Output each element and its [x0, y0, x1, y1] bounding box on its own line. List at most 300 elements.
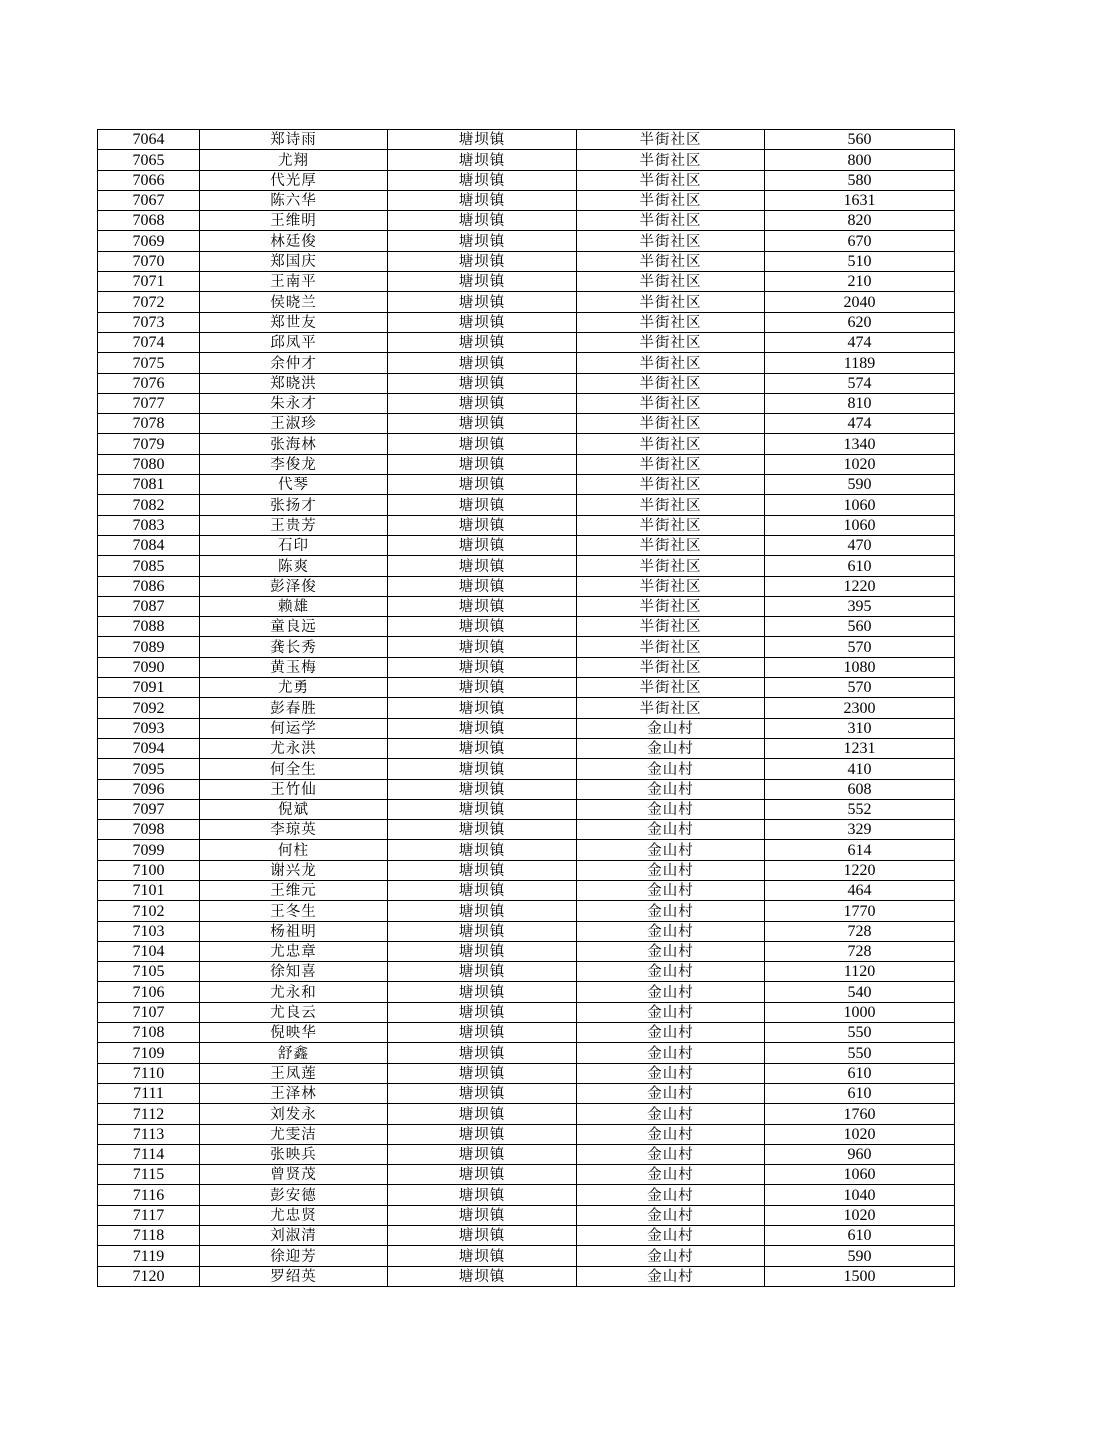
village-cell: 金山村 — [577, 1023, 765, 1043]
amount-cell: 550 — [765, 1043, 955, 1063]
village-cell: 金山村 — [577, 1144, 765, 1164]
town-cell: 塘坝镇 — [388, 1226, 577, 1246]
row-number-cell: 7101 — [98, 880, 200, 900]
village-cell: 金山村 — [577, 941, 765, 961]
village-cell: 金山村 — [577, 840, 765, 860]
village-cell: 金山村 — [577, 1104, 765, 1124]
row-number-cell: 7103 — [98, 921, 200, 941]
table-row — [98, 414, 955, 434]
row-number-cell: 7064 — [98, 130, 200, 150]
town-cell: 塘坝镇 — [388, 454, 577, 474]
village-cell: 半街社区 — [577, 150, 765, 170]
village-cell: 金山村 — [577, 1226, 765, 1246]
village-cell: 半街社区 — [577, 576, 765, 596]
table-row — [98, 535, 955, 555]
name-cell: 王泽林 — [200, 1083, 388, 1103]
amount-cell: 608 — [765, 779, 955, 799]
town-cell: 塘坝镇 — [388, 292, 577, 312]
row-number-cell: 7110 — [98, 1063, 200, 1083]
village-cell: 半街社区 — [577, 231, 765, 251]
row-number-cell: 7094 — [98, 738, 200, 758]
town-cell: 塘坝镇 — [388, 515, 577, 535]
amount-cell: 1120 — [765, 962, 955, 982]
name-cell: 王冬生 — [200, 901, 388, 921]
town-cell: 塘坝镇 — [388, 475, 577, 495]
table-row — [98, 820, 955, 840]
town-cell: 塘坝镇 — [388, 393, 577, 413]
row-number-cell: 7086 — [98, 576, 200, 596]
village-cell: 半街社区 — [577, 292, 765, 312]
village-cell: 金山村 — [577, 1124, 765, 1144]
name-cell: 代琴 — [200, 475, 388, 495]
town-cell: 塘坝镇 — [388, 941, 577, 961]
table-row — [98, 657, 955, 677]
table-row — [98, 698, 955, 718]
amount-cell: 464 — [765, 880, 955, 900]
name-cell: 黄玉梅 — [200, 657, 388, 677]
amount-cell: 1770 — [765, 901, 955, 921]
amount-cell: 510 — [765, 251, 955, 271]
village-cell: 半街社区 — [577, 393, 765, 413]
name-cell: 王贵芳 — [200, 515, 388, 535]
table-row — [98, 170, 955, 190]
village-cell: 半街社区 — [577, 170, 765, 190]
row-number-cell: 7098 — [98, 820, 200, 840]
town-cell: 塘坝镇 — [388, 982, 577, 1002]
amount-cell: 1340 — [765, 434, 955, 454]
table-row — [98, 576, 955, 596]
table-row — [98, 454, 955, 474]
table-row — [98, 1185, 955, 1205]
town-cell: 塘坝镇 — [388, 1104, 577, 1124]
village-cell: 金山村 — [577, 1165, 765, 1185]
name-cell: 彭泽俊 — [200, 576, 388, 596]
name-cell: 郑诗雨 — [200, 130, 388, 150]
row-number-cell: 7102 — [98, 901, 200, 921]
row-number-cell: 7085 — [98, 556, 200, 576]
town-cell: 塘坝镇 — [388, 962, 577, 982]
amount-cell: 1000 — [765, 1002, 955, 1022]
name-cell: 侯晓兰 — [200, 292, 388, 312]
village-cell: 金山村 — [577, 1043, 765, 1063]
village-cell: 金山村 — [577, 982, 765, 1002]
row-number-cell: 7066 — [98, 170, 200, 190]
table-row — [98, 1002, 955, 1022]
town-cell: 塘坝镇 — [388, 130, 577, 150]
village-cell: 半街社区 — [577, 353, 765, 373]
village-cell: 金山村 — [577, 880, 765, 900]
row-number-cell: 7106 — [98, 982, 200, 1002]
row-number-cell: 7067 — [98, 190, 200, 210]
row-number-cell: 7082 — [98, 495, 200, 515]
row-number-cell: 7069 — [98, 231, 200, 251]
table-row — [98, 1104, 955, 1124]
row-number-cell: 7111 — [98, 1083, 200, 1103]
row-number-cell: 7077 — [98, 393, 200, 413]
row-number-cell: 7112 — [98, 1104, 200, 1124]
row-number-cell: 7080 — [98, 454, 200, 474]
name-cell: 彭安德 — [200, 1185, 388, 1205]
row-number-cell: 7096 — [98, 779, 200, 799]
row-number-cell: 7099 — [98, 840, 200, 860]
amount-cell: 728 — [765, 921, 955, 941]
town-cell: 塘坝镇 — [388, 921, 577, 941]
name-cell: 倪映华 — [200, 1023, 388, 1043]
table-row — [98, 1063, 955, 1083]
village-cell: 半街社区 — [577, 475, 765, 495]
table-row — [98, 312, 955, 332]
amount-cell: 1189 — [765, 353, 955, 373]
table-row — [98, 393, 955, 413]
village-cell: 半街社区 — [577, 272, 765, 292]
name-cell: 余仲才 — [200, 353, 388, 373]
name-cell: 石印 — [200, 535, 388, 555]
row-number-cell: 7108 — [98, 1023, 200, 1043]
village-cell: 金山村 — [577, 738, 765, 758]
name-cell: 朱永才 — [200, 393, 388, 413]
amount-cell: 550 — [765, 1023, 955, 1043]
row-number-cell: 7109 — [98, 1043, 200, 1063]
village-cell: 半街社区 — [577, 495, 765, 515]
amount-cell: 810 — [765, 393, 955, 413]
name-cell: 赖雄 — [200, 596, 388, 616]
row-number-cell: 7071 — [98, 272, 200, 292]
village-cell: 半街社区 — [577, 657, 765, 677]
name-cell: 杨祖明 — [200, 921, 388, 941]
table-row — [98, 292, 955, 312]
name-cell: 罗绍英 — [200, 1266, 388, 1286]
town-cell: 塘坝镇 — [388, 738, 577, 758]
town-cell: 塘坝镇 — [388, 840, 577, 860]
amount-cell: 1060 — [765, 515, 955, 535]
amount-cell: 1020 — [765, 454, 955, 474]
row-number-cell: 7078 — [98, 414, 200, 434]
town-cell: 塘坝镇 — [388, 251, 577, 271]
name-cell: 陈六华 — [200, 190, 388, 210]
amount-cell: 410 — [765, 759, 955, 779]
amount-cell: 1220 — [765, 576, 955, 596]
village-cell: 半街社区 — [577, 332, 765, 352]
table-row — [98, 332, 955, 352]
table-row — [98, 921, 955, 941]
name-cell: 尤永洪 — [200, 738, 388, 758]
amount-cell: 2040 — [765, 292, 955, 312]
table-row — [98, 759, 955, 779]
name-cell: 曾贤茂 — [200, 1165, 388, 1185]
amount-cell: 610 — [765, 556, 955, 576]
name-cell: 李琼英 — [200, 820, 388, 840]
town-cell: 塘坝镇 — [388, 698, 577, 718]
table-row — [98, 353, 955, 373]
village-cell: 半街社区 — [577, 698, 765, 718]
town-cell: 塘坝镇 — [388, 272, 577, 292]
town-cell: 塘坝镇 — [388, 759, 577, 779]
amount-cell: 614 — [765, 840, 955, 860]
town-cell: 塘坝镇 — [388, 373, 577, 393]
amount-cell: 820 — [765, 211, 955, 231]
table-row — [98, 941, 955, 961]
amount-cell: 1020 — [765, 1205, 955, 1225]
row-number-cell: 7065 — [98, 150, 200, 170]
amount-cell: 1760 — [765, 1104, 955, 1124]
row-number-cell: 7091 — [98, 678, 200, 698]
row-number-cell: 7090 — [98, 657, 200, 677]
table-row — [98, 475, 955, 495]
row-number-cell: 7118 — [98, 1226, 200, 1246]
village-cell: 半街社区 — [577, 637, 765, 657]
name-cell: 王淑珍 — [200, 414, 388, 434]
row-number-cell: 7074 — [98, 332, 200, 352]
name-cell: 彭春胜 — [200, 698, 388, 718]
table-row — [98, 860, 955, 880]
village-cell: 金山村 — [577, 860, 765, 880]
village-cell: 金山村 — [577, 1185, 765, 1205]
table-row — [98, 617, 955, 637]
town-cell: 塘坝镇 — [388, 617, 577, 637]
town-cell: 塘坝镇 — [388, 535, 577, 555]
village-cell: 半街社区 — [577, 414, 765, 434]
town-cell: 塘坝镇 — [388, 1165, 577, 1185]
name-cell: 王维明 — [200, 211, 388, 231]
table-row — [98, 596, 955, 616]
name-cell: 张映兵 — [200, 1144, 388, 1164]
name-cell: 尤勇 — [200, 678, 388, 698]
village-cell: 半街社区 — [577, 312, 765, 332]
table-row — [98, 434, 955, 454]
table-row — [98, 901, 955, 921]
village-cell: 金山村 — [577, 962, 765, 982]
amount-cell: 1080 — [765, 657, 955, 677]
table-row — [98, 231, 955, 251]
row-number-cell: 7115 — [98, 1165, 200, 1185]
town-cell: 塘坝镇 — [388, 596, 577, 616]
town-cell: 塘坝镇 — [388, 495, 577, 515]
row-number-cell: 7107 — [98, 1002, 200, 1022]
amount-cell: 960 — [765, 1144, 955, 1164]
town-cell: 塘坝镇 — [388, 312, 577, 332]
table-row — [98, 718, 955, 738]
row-number-cell: 7075 — [98, 353, 200, 373]
name-cell: 尤翔 — [200, 150, 388, 170]
row-number-cell: 7083 — [98, 515, 200, 535]
amount-cell: 1060 — [765, 495, 955, 515]
table-row — [98, 840, 955, 860]
name-cell: 张海林 — [200, 434, 388, 454]
amount-cell: 590 — [765, 1246, 955, 1266]
village-cell: 金山村 — [577, 820, 765, 840]
village-cell: 金山村 — [577, 921, 765, 941]
village-cell: 半街社区 — [577, 130, 765, 150]
amount-cell: 540 — [765, 982, 955, 1002]
town-cell: 塘坝镇 — [388, 150, 577, 170]
table-row — [98, 637, 955, 657]
table-row — [98, 150, 955, 170]
name-cell: 尤永和 — [200, 982, 388, 1002]
table-row — [98, 1144, 955, 1164]
table-row — [98, 373, 955, 393]
row-number-cell: 7117 — [98, 1205, 200, 1225]
amount-cell: 574 — [765, 373, 955, 393]
name-cell: 何运学 — [200, 718, 388, 738]
row-number-cell: 7084 — [98, 535, 200, 555]
amount-cell: 2300 — [765, 698, 955, 718]
town-cell: 塘坝镇 — [388, 657, 577, 677]
table-row — [98, 1124, 955, 1144]
row-number-cell: 7073 — [98, 312, 200, 332]
name-cell: 林廷俊 — [200, 231, 388, 251]
town-cell: 塘坝镇 — [388, 556, 577, 576]
row-number-cell: 7104 — [98, 941, 200, 961]
table-row — [98, 982, 955, 1002]
table-row — [98, 251, 955, 271]
village-cell: 半街社区 — [577, 556, 765, 576]
amount-cell: 620 — [765, 312, 955, 332]
town-cell: 塘坝镇 — [388, 1023, 577, 1043]
town-cell: 塘坝镇 — [388, 1043, 577, 1063]
village-cell: 金山村 — [577, 718, 765, 738]
amount-cell: 670 — [765, 231, 955, 251]
name-cell: 尤忠贤 — [200, 1205, 388, 1225]
table-row — [98, 515, 955, 535]
village-cell: 金山村 — [577, 1266, 765, 1286]
amount-cell: 570 — [765, 637, 955, 657]
amount-cell: 474 — [765, 414, 955, 434]
town-cell: 塘坝镇 — [388, 434, 577, 454]
village-cell: 金山村 — [577, 1246, 765, 1266]
name-cell: 王凤莲 — [200, 1063, 388, 1083]
name-cell: 何柱 — [200, 840, 388, 860]
village-cell: 金山村 — [577, 779, 765, 799]
name-cell: 徐知喜 — [200, 962, 388, 982]
row-number-cell: 7081 — [98, 475, 200, 495]
village-cell: 半街社区 — [577, 617, 765, 637]
table-row — [98, 1246, 955, 1266]
village-cell: 半街社区 — [577, 515, 765, 535]
row-number-cell: 7105 — [98, 962, 200, 982]
town-cell: 塘坝镇 — [388, 332, 577, 352]
name-cell: 尤雯洁 — [200, 1124, 388, 1144]
table-row — [98, 738, 955, 758]
table-row — [98, 1266, 955, 1286]
table-row — [98, 495, 955, 515]
amount-cell: 474 — [765, 332, 955, 352]
town-cell: 塘坝镇 — [388, 170, 577, 190]
town-cell: 塘坝镇 — [388, 799, 577, 819]
name-cell: 王竹仙 — [200, 779, 388, 799]
table-body — [98, 130, 955, 1287]
table-row — [98, 962, 955, 982]
name-cell: 尤良云 — [200, 1002, 388, 1022]
row-number-cell: 7114 — [98, 1144, 200, 1164]
row-number-cell: 7097 — [98, 799, 200, 819]
row-number-cell: 7093 — [98, 718, 200, 738]
table-row — [98, 1205, 955, 1225]
town-cell: 塘坝镇 — [388, 718, 577, 738]
amount-cell: 610 — [765, 1226, 955, 1246]
amount-cell: 560 — [765, 130, 955, 150]
name-cell: 徐迎芳 — [200, 1246, 388, 1266]
name-cell: 龚长秀 — [200, 637, 388, 657]
data-table — [97, 129, 955, 1287]
table-row — [98, 1165, 955, 1185]
village-cell: 半街社区 — [577, 454, 765, 474]
amount-cell: 800 — [765, 150, 955, 170]
name-cell: 舒鑫 — [200, 1043, 388, 1063]
amount-cell: 310 — [765, 718, 955, 738]
amount-cell: 470 — [765, 535, 955, 555]
town-cell: 塘坝镇 — [388, 231, 577, 251]
amount-cell: 552 — [765, 799, 955, 819]
row-number-cell: 7116 — [98, 1185, 200, 1205]
town-cell: 塘坝镇 — [388, 860, 577, 880]
name-cell: 陈爽 — [200, 556, 388, 576]
name-cell: 邱凤平 — [200, 332, 388, 352]
name-cell: 郑晓洪 — [200, 373, 388, 393]
table-row — [98, 272, 955, 292]
name-cell: 倪斌 — [200, 799, 388, 819]
name-cell: 尤忠章 — [200, 941, 388, 961]
town-cell: 塘坝镇 — [388, 1246, 577, 1266]
town-cell: 塘坝镇 — [388, 576, 577, 596]
name-cell: 郑国庆 — [200, 251, 388, 271]
amount-cell: 210 — [765, 272, 955, 292]
amount-cell: 1500 — [765, 1266, 955, 1286]
town-cell: 塘坝镇 — [388, 880, 577, 900]
name-cell: 谢兴龙 — [200, 860, 388, 880]
village-cell: 金山村 — [577, 799, 765, 819]
village-cell: 金山村 — [577, 1002, 765, 1022]
table-row — [98, 678, 955, 698]
name-cell: 代光厚 — [200, 170, 388, 190]
town-cell: 塘坝镇 — [388, 637, 577, 657]
row-number-cell: 7076 — [98, 373, 200, 393]
village-cell: 金山村 — [577, 901, 765, 921]
town-cell: 塘坝镇 — [388, 1205, 577, 1225]
amount-cell: 728 — [765, 941, 955, 961]
amount-cell: 395 — [765, 596, 955, 616]
village-cell: 半街社区 — [577, 596, 765, 616]
name-cell: 童良远 — [200, 617, 388, 637]
row-number-cell: 7113 — [98, 1124, 200, 1144]
amount-cell: 580 — [765, 170, 955, 190]
town-cell: 塘坝镇 — [388, 211, 577, 231]
town-cell: 塘坝镇 — [388, 678, 577, 698]
village-cell: 金山村 — [577, 1063, 765, 1083]
row-number-cell: 7095 — [98, 759, 200, 779]
amount-cell: 1631 — [765, 190, 955, 210]
town-cell: 塘坝镇 — [388, 1063, 577, 1083]
amount-cell: 1040 — [765, 1185, 955, 1205]
amount-cell: 1231 — [765, 738, 955, 758]
amount-cell: 329 — [765, 820, 955, 840]
village-cell: 半街社区 — [577, 434, 765, 454]
name-cell: 郑世友 — [200, 312, 388, 332]
amount-cell: 1060 — [765, 1165, 955, 1185]
row-number-cell: 7088 — [98, 617, 200, 637]
table-row — [98, 130, 955, 150]
amount-cell: 560 — [765, 617, 955, 637]
name-cell: 李俊龙 — [200, 454, 388, 474]
town-cell: 塘坝镇 — [388, 1266, 577, 1286]
town-cell: 塘坝镇 — [388, 901, 577, 921]
amount-cell: 610 — [765, 1083, 955, 1103]
name-cell: 张扬才 — [200, 495, 388, 515]
row-number-cell: 7089 — [98, 637, 200, 657]
village-cell: 金山村 — [577, 759, 765, 779]
town-cell: 塘坝镇 — [388, 1144, 577, 1164]
name-cell: 王南平 — [200, 272, 388, 292]
town-cell: 塘坝镇 — [388, 1083, 577, 1103]
